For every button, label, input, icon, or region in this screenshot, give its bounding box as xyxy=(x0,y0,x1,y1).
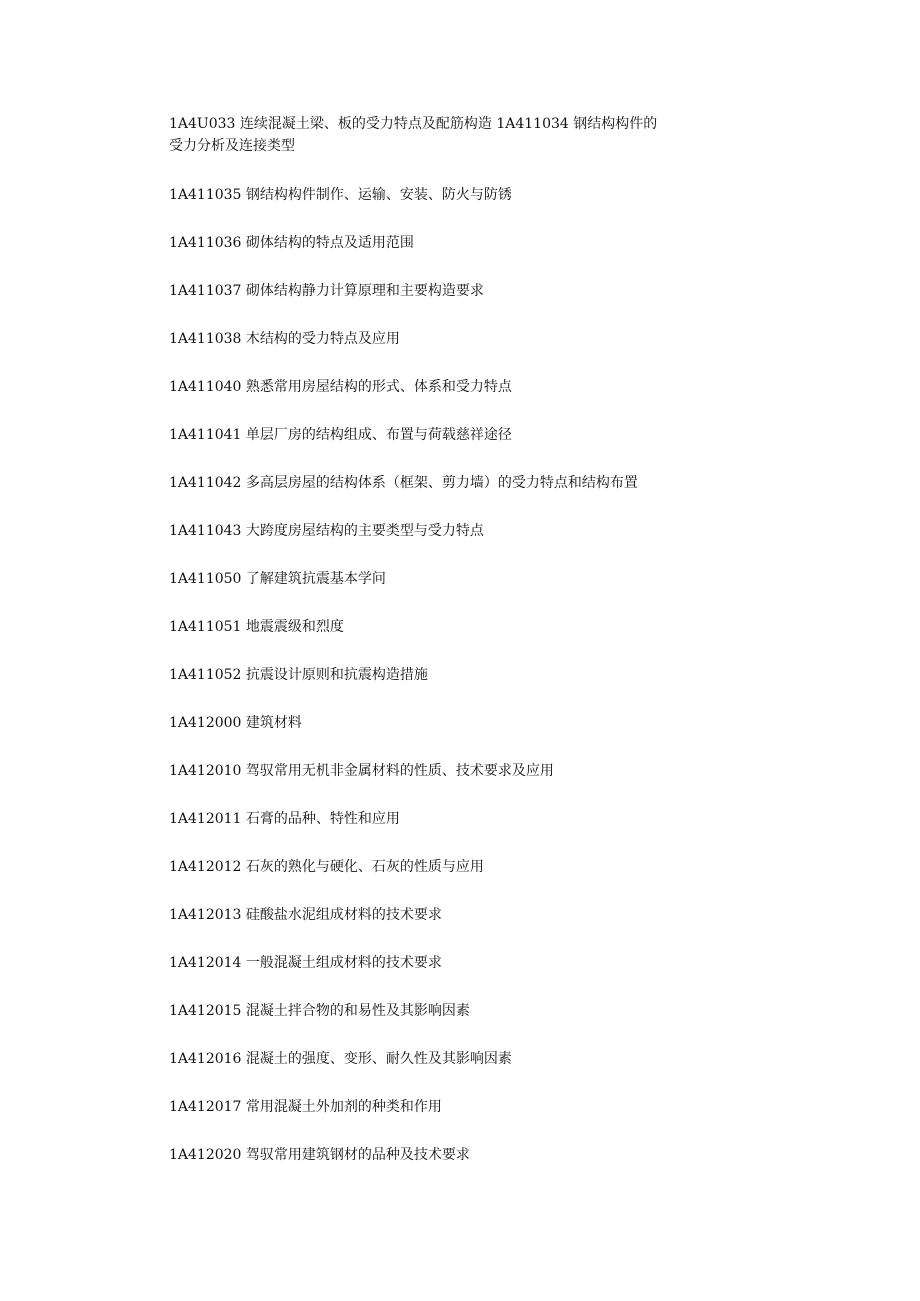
outline-entry: 1A412015 混凝土拌合物的和易性及其影响因素 xyxy=(169,1003,470,1019)
outline-entry: 1A412014 一般混凝土组成材料的技术要求 xyxy=(169,955,442,971)
outline-entry: 1A411050 了解建筑抗震基本学问 xyxy=(169,571,386,587)
outline-entry: 1A411038 木结构的受力特点及应用 xyxy=(169,331,400,347)
outline-entry: 1A411040 熟悉常用房屋结构的形式、体系和受力特点 xyxy=(169,379,512,395)
outline-entry: 1A411052 抗震设计原则和抗震构造措施 xyxy=(169,667,428,683)
outline-entry: 1A411036 砌体结构的特点及适用范围 xyxy=(169,235,414,251)
outline-entry: 1A412017 常用混凝土外加剂的种类和作用 xyxy=(169,1099,442,1115)
outline-entry: 1A411041 单层厂房的结构组成、布置与荷载慈祥途径 xyxy=(169,427,512,443)
outline-entry: 1A411043 大跨度房屋结构的主要类型与受力特点 xyxy=(169,523,484,539)
outline-entry: 1A412020 驾驭常用建筑钢材的品种及技术要求 xyxy=(169,1147,470,1163)
outline-entry: 1A4U033 连续混凝土梁、板的受力特点及配筋构造 1A411034 钢结构构件的受力分析及连接类型 xyxy=(169,116,658,154)
outline-entry: 1A412012 石灰的熟化与硬化、石灰的性质与应用 xyxy=(169,859,484,875)
outline-entry: 1A411035 钢结构构件制作、运输、安装、防火与防锈 xyxy=(169,187,512,203)
outline-entry: 1A411037 砌体结构静力计算原理和主要构造要求 xyxy=(169,283,484,299)
outline-entry: 1A411051 地震震级和烈度 xyxy=(169,619,344,635)
outline-entry: 1A412010 驾驭常用无机非金属材料的性质、技术要求及应用 xyxy=(169,763,554,779)
outline-entry: 1A411042 多高层房屋的结构体系（框架、剪力墙）的受力特点和结构布置 xyxy=(169,475,638,491)
outline-entry: 1A412013 硅酸盐水泥组成材料的技术要求 xyxy=(169,907,442,923)
document-body xyxy=(169,113,669,1192)
outline-entry: 1A412011 石膏的品种、特性和应用 xyxy=(169,811,400,827)
outline-entry: 1A412016 混凝土的强度、变形、耐久性及其影响因素 xyxy=(169,1051,512,1067)
outline-entry: 1A412000 建筑材料 xyxy=(169,715,302,731)
